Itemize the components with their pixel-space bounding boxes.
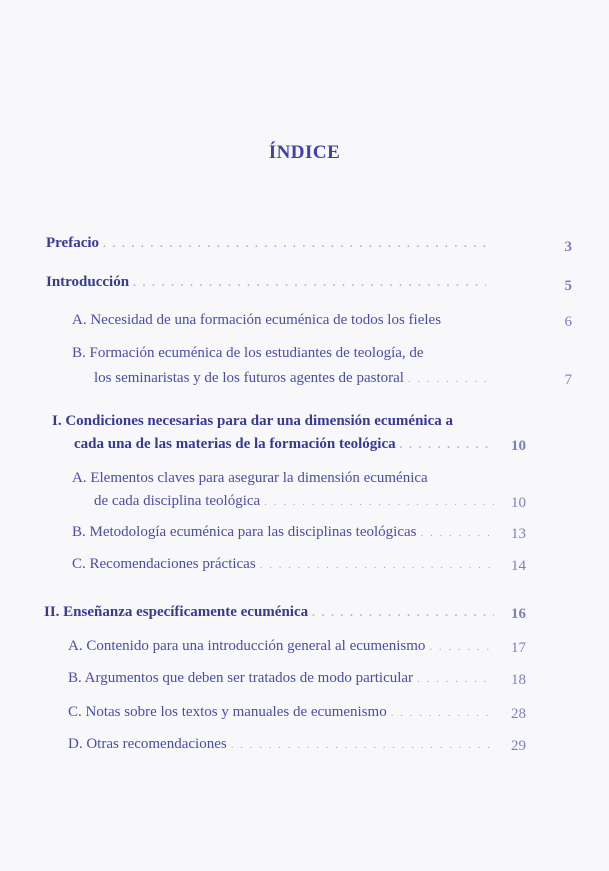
toc-entry-chapter-1[interactable] <box>52 410 526 457</box>
toc-entry-chapter-2-c[interactable] <box>68 701 526 725</box>
toc-entry-chapter-1-a[interactable] <box>72 467 526 514</box>
toc-entry-text: cada una de las materias de la formación teológica <box>74 436 396 452</box>
toc-page-number: 10 <box>511 495 526 511</box>
toc-entry-text: los seminaristas y de los futuros agentes de pastoral <box>94 370 404 386</box>
toc-page-number: 5 <box>564 278 572 294</box>
toc-entry-text: I. Condiciones necesarias para dar una dimensión ecuménica a <box>52 413 453 429</box>
toc-entry-text: Introducción <box>46 274 130 290</box>
toc-page-number: 7 <box>564 372 572 388</box>
toc-page-number: 29 <box>511 738 526 754</box>
toc-entry-text: A. Necesidad de una formación ecuménica de todos los fieles <box>72 312 442 328</box>
toc-entry-text: B. Argumentos que deben ser tratados de modo particular <box>68 670 414 686</box>
toc-entry-text: C. Recomendaciones prácticas <box>72 556 256 572</box>
toc-entry-text: A. Elementos claves para asegurar la dimensión ecuménica <box>72 470 428 486</box>
toc-page-number: 17 <box>511 640 526 656</box>
toc-entry-text: Prefacio <box>46 235 100 251</box>
toc-page-number: 10 <box>511 438 526 454</box>
toc-entry-chapter-2-d[interactable] <box>68 733 526 757</box>
page-title: ÍNDICE <box>268 142 341 163</box>
toc-entry-chapter-2-a[interactable] <box>68 635 526 659</box>
toc-page-number: 14 <box>511 558 526 574</box>
toc-entry-text: B. Metodología ecuménica para las disciplinas teológicas <box>72 524 417 540</box>
toc-entry-prefacio[interactable] <box>46 232 572 256</box>
toc-entry-text: D. Otras recomendaciones <box>68 736 227 752</box>
toc-entry-text: C. Notas sobre los textos y manuales de ecumenismo <box>68 704 387 720</box>
toc-page-number: 13 <box>511 526 526 542</box>
toc-page-number: 16 <box>511 606 526 622</box>
toc-entry-text: B. Formación ecuménica de los estudiantes de teología, de <box>72 345 424 361</box>
toc-page-number: 3 <box>564 239 572 255</box>
toc-entry-chapter-1-b[interactable] <box>72 521 526 545</box>
toc-entry-intro-a[interactable] <box>72 309 572 332</box>
toc-entry-chapter-1-c[interactable] <box>72 553 526 577</box>
toc-entry-text: de cada disciplina teológica <box>94 493 261 509</box>
toc-page-number: 18 <box>511 672 526 688</box>
toc-entry-chapter-2[interactable] <box>44 601 526 625</box>
toc-entry-introduccion[interactable] <box>46 271 572 295</box>
toc-entry-intro-b[interactable] <box>72 342 572 391</box>
toc-entry-chapter-2-b[interactable] <box>68 667 526 691</box>
toc-entry-text: II. Enseñanza específicamente ecuménica <box>44 604 309 620</box>
toc-page-number: 28 <box>511 706 526 722</box>
toc-entry-text: A. Contenido para una introducción general al ecumenismo <box>68 638 426 654</box>
toc-page-number: 6 <box>564 314 572 330</box>
